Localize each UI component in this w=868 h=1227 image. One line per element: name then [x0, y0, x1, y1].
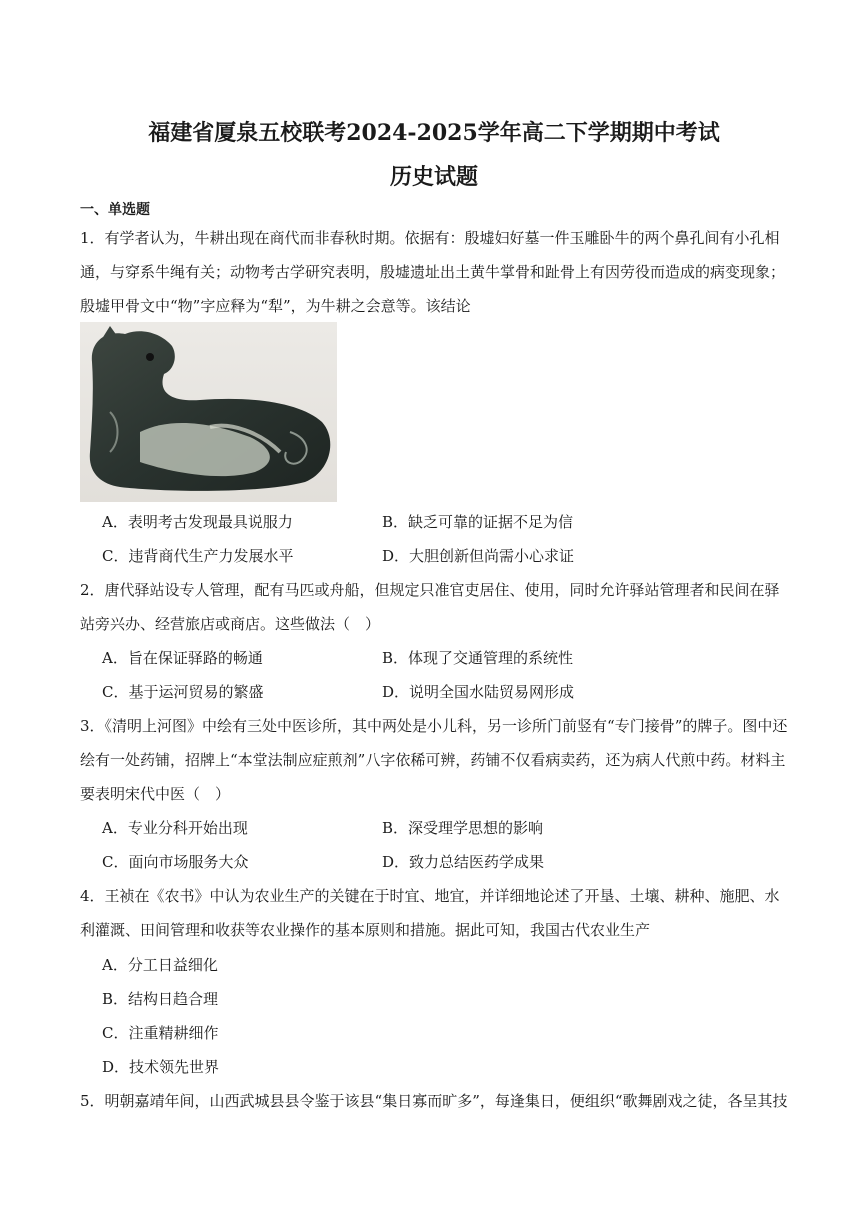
q2-line-1: 2．唐代驿站设专人管理，配有马匹或舟船，但规定只准官吏居住、使用，同时允许驿站管理者和民间在驿	[80, 581, 780, 599]
section-heading: 一、单选题	[80, 202, 150, 218]
q5-line-1: 5．明朝嘉靖年间，山西武城县县令鉴于该县“集日寡而旷多”，每逢集日，便组织“歌舞剧戏之徒，各呈其技	[80, 1092, 788, 1110]
q2-option-a: A．旨在保证驿路的畅通	[102, 649, 263, 667]
q4-option-b: B．结构日趋合理	[102, 990, 219, 1008]
q4-line-2: 利灌溉、田间管理和收获等农业操作的基本原则和措施。据此可知，我国古代农业生产	[80, 921, 651, 939]
q4-option-d: D．技术领先世界	[102, 1058, 220, 1076]
q2-line-2: 站旁兴办、经营旅店或商店。这些做法（ ）	[80, 615, 381, 633]
jade-ox-image	[80, 322, 337, 502]
q1-option-d: D．大胆创新但尚需小心求证	[382, 547, 575, 565]
q3-option-d: D．致力总结医药学成果	[382, 853, 545, 871]
q4-option-c: C．注重精耕细作	[102, 1024, 219, 1042]
q4-option-a: A．分工日益细化	[102, 956, 218, 974]
q3-line-1: 3．《清明上河图》中绘有三处中医诊所，其中两处是小儿科，另一诊所门前竖有“专门接骨”的牌子。图中还	[80, 717, 788, 735]
document-subtitle: 历史试题	[389, 164, 478, 190]
q3-line-3: 要表明宋代中医（ ）	[80, 785, 231, 803]
q2-option-b: B．体现了交通管理的系统性	[382, 649, 574, 667]
q1-option-c: C．违背商代生产力发展水平	[102, 547, 294, 565]
q1-line-1: 1．有学者认为，牛耕出现在商代而非春秋时期。依据有：殷墟妇好墓一件玉雕卧牛的两个鼻孔间有小孔相	[80, 229, 780, 247]
q1-option-a: A．表明考古发现最具说服力	[102, 513, 293, 531]
q4-line-1: 4．王祯在《农书》中认为农业生产的关键在于时宜、地宜，并详细地论述了开垦、土壤、耕种、施肥、水	[80, 887, 780, 905]
q1-option-b: B．缺乏可靠的证据不足为信	[382, 513, 574, 531]
document-title: 福建省厦泉五校联考2024-2025学年高二下学期期中考试	[148, 120, 720, 146]
q3-option-a: A．专业分科开始出现	[102, 819, 248, 837]
q1-line-3: 殷墟甲骨文中“物”字应释为“犁”，为牛耕之会意等。该结论	[80, 297, 471, 315]
q1-line-2: 通，与穿系牛绳有关；动物考古学研究表明，殷墟遗址出土黄牛掌骨和趾骨上有因劳役而造成的病变现象；	[80, 263, 786, 281]
q3-line-2: 绘有一处药铺，招牌上“本堂法制应症煎剂”八字依稀可辨，药铺不仅看病卖药，还为病人代煎中药。材料主	[80, 751, 786, 769]
q3-option-c: C．面向市场服务大众	[102, 853, 249, 871]
jade-ox-photo	[80, 322, 337, 502]
q3-option-b: B．深受理学思想的影响	[382, 819, 544, 837]
q2-option-c: C．基于运河贸易的繁盛	[102, 683, 264, 701]
q2-option-d: D．说明全国水陆贸易网形成	[382, 683, 575, 701]
